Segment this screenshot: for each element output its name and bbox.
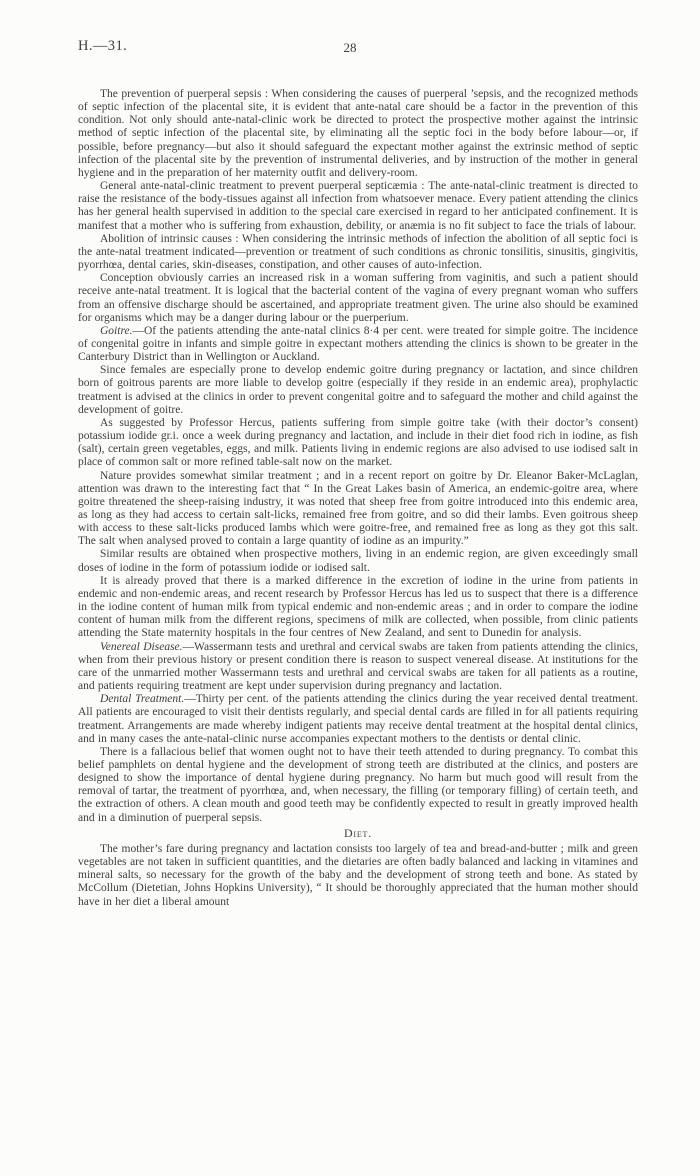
paragraph-text: It is already proved that there is a marked difference in the excretion of iodine in the urine from patients in endemic and non-endemic areas, and recent research by Professor Hercus has led us to suspect that there is a difference in the iodine content of human milk from typical endemic and non-endemic areas ; and in order to compare the iodine content of human milk from the different regions, specimens of milk are collected, when possible, from clinic patients attending the State maternity hospitals in the four centres of New Zealand, and sent to Dunedin for analysis. — [78, 574, 638, 640]
paragraph-lead-goitre: Goitre. — [100, 324, 133, 337]
section-heading-diet: Diet. — [343, 826, 373, 841]
paragraph-iodine-excretion — [78, 575, 638, 641]
paragraph-similar-results — [78, 548, 638, 574]
paragraph-lead-venereal-disease: Venereal Disease. — [100, 640, 183, 653]
document-body — [78, 88, 638, 909]
paragraph-nature-salt-licks — [78, 470, 638, 549]
page-number: 28 — [343, 40, 357, 55]
paragraph-text: —Of the patients attending the ante-natal clinics 8·4 per cent. were treated for simple goitre. The incidence of congenital goitre in infants and simple goitre in expectant mothers attending the clinics is shown to be greater in the Canterbury District than in Wellington or Auckland. — [78, 324, 638, 364]
paragraph-text: Nature provides somewhat similar treatment ; and in a recent report on goitre by Dr. Eleanor Baker-McLaglan, attention was drawn to the interesting fact that “ In the Great Lakes basin of America, an endemic-goitre area, where goitre threatened the sheep-raising industry, it was noted that sheep free from goitre introduced into this endemic area, as long as they had access to certain salt-licks, remained free from goitre, and so did their lambs. Even goitrous sheep with access to these salt-licks produced lambs which were goitre-free, and remained free as long as they got this salt. The salt when analysed proved to contain a large quantity of iodine as an impurity.” — [78, 469, 638, 548]
paragraph-lead-dental-treatment: Dental Treatment. — [100, 693, 185, 706]
paragraph-abolition-causes — [78, 233, 638, 272]
paragraph-goitre — [78, 325, 638, 364]
paragraph-text: Since females are especially prone to develop endemic goitre during pregnancy or lactation, and since children born of goitrous parents are more liable to develop goitre (especially if they reside in an endemic area), prophylactic treatment is advised at the clinics in order to prevent congenital goitre and to safeguard the mother and child against the development of goitre. — [78, 364, 638, 416]
report-id: H.—31. — [78, 38, 128, 54]
paragraph-general-treatment — [78, 180, 638, 233]
paragraph-text: —Wassermann tests and urethral and cervical swabs are taken from patients attending the clinics, when from their previous history or present condition there is reason to suspect venereal disease. At institutions for the care of the unmarried mother Wassermann tests and urethral and cervical swabs are taken for all patients as a routine, and patients requiring treatment are kept under supervision during pregnancy and lactation. — [78, 640, 638, 693]
paragraph-dental-treatment — [78, 693, 638, 746]
paragraph-text: Similar results are obtained when prospective mothers, living in an endemic region, are given exceedingly small doses of iodine in the form of potassium iodide or iodised salt. — [78, 548, 638, 574]
paragraph-text: There is a fallacious belief that women ought not to have their teeth attended to during pregnancy. To combat this belief pamphlets on dental hygiene and the development of strong teeth are distributed at the clinics, and posters are designed to show the importance of dental hygiene during pregnancy. No harm but much good will result from the removal of tartar, the treatment of pyorrhœa, and, when necessary, the filling (or temporary filling) of certain teeth, and the extraction of others. A clean mouth and good teeth may be confidently expected to result in greatly improved health and in a diminution of puerperal sepsis. — [78, 745, 638, 824]
paragraph-venereal-disease — [78, 641, 638, 694]
paragraph-text: As suggested by Professor Hercus, patients suffering from simple goitre take (with their doctor’s consent) potassium iodide gr.i. once a week during pregnancy and lactation, and include in their diet food rich in iodine, as fish (salt), certain green vegetables, eggs, and milk. Patients living in endemic regions are also advised to use iodised salt in place of common salt or more refined table-salt now on the market. — [78, 416, 638, 469]
paragraph-prevention-sepsis — [78, 88, 638, 180]
paragraph-females-prone — [78, 364, 638, 417]
paragraph-conception-risk — [78, 272, 638, 325]
paragraph-text: Abolition of intrinsic causes : When considering the intrinsic methods of infection the abolition of all septic foci is the ante-natal treatment indicated—prevention or treatment of such conditions as chronic tonsilitis, sinusitis, gingivitis, pyorrhœa, dental caries, skin-diseases, constipation, and other causes of auto-infection. — [78, 232, 638, 272]
paragraph-text: The mother’s fare during pregnancy and lactation consists too largely of tea and bread-and-butter ; milk and green vegetables are not taken in sufficient quantities, and the dietaries are often badly balanced and lacking in vitamines and mineral salts, so necessary for the growth of the baby and the development of strong teeth and bone. As stated by McCollum (Dietetian, Johns Hopkins University), “ It should be thoroughly appreciated that the human mother should have in her diet a liberal amount — [78, 842, 638, 908]
paragraph-text: The prevention of puerperal sepsis : When considering the causes of puerperal ’sepsis, and the recognized methods of septic infection of the placental site, it is evident that ante-natal care should be a factor in the prevention of this condition. Not only should ante-natal-clinic work be directed to protect the prospective mother against the intrinsic method of septic infection of the placental site, by eliminating all the septic foci in the body before labour—or, if possible, before pregnancy—but also it should safeguard the expectant mother against the extrinsic method of septic infection of the placental site by the prevention of instrumental deliveries, and by instruction of the mother in general hygiene and in the preparation of her maternity outfit and delivery-room. — [78, 88, 638, 179]
paragraph-text: —Thirty per cent. of the patients attending the clinics during the year received dental treatment. All patients are encouraged to visit their dentists regularly, and special dental cards are filled in for all patients requiring treatment. Arrangements are made whereby indigent patients may receive dental treatment at the hospital dental clinics, and in many cases the ante-natal-clinic nurse accompanies expectant mothers to the dentists or dental clinic. — [78, 693, 638, 745]
paragraph-hercus-iodide — [78, 417, 638, 470]
paragraph-text: Conception obviously carries an increased risk in a woman suffering from vaginitis, and such a patient should receive ante-natal treatment. It is logical that the bacterial content of the vagina of every pregnant woman who suffers from an offensive discharge should be ascertained, and appropriate treatment given. The urine also should be examined for organisms which may be a danger during labour or the puerperium. — [78, 272, 638, 324]
paragraph-mothers-fare — [78, 843, 638, 909]
paragraph-fallacious-belief — [78, 746, 638, 825]
paragraph-text: General ante-natal-clinic treatment to prevent puerperal septicæmia : The ante-natal-clinic treatment is directed to raise the resistance of the body-tissues against all infection from whatsoever menace. Every patient attending the clinics has her general health supervised in addition to the special care exercised in regard to her anticipated confinement. It is manifest that a mother who is suffering from exhaustion, debility, or anæmia is no fit subject to face the trials of labour. — [78, 180, 638, 232]
